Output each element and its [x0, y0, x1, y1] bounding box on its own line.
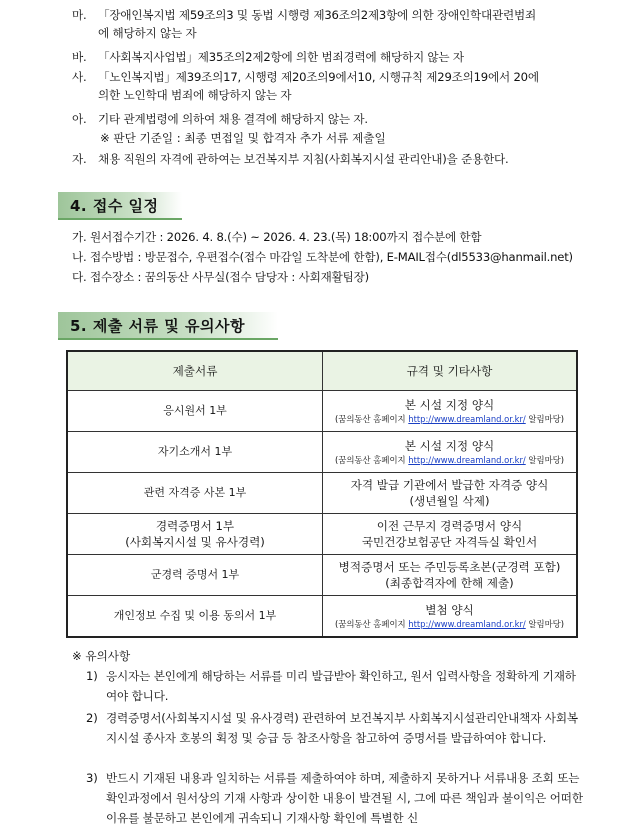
criteria-note: ※ 판단 기준일 : 최종 면접일 및 합격자 추가 서류 제출일 [100, 131, 386, 145]
list-marker: 자. [72, 152, 87, 166]
schedule-period: 가. 원서접수기간 : 2026. 4. 8.(수) ~ 2026. 4. 23.(목) 18:00까지 접수분에 한함 [72, 230, 482, 244]
table-header: 제출서류 [67, 351, 323, 391]
doc-text: 경력증명서 1부 [155, 519, 235, 533]
list-text: 에 해당하지 않는 자 [98, 26, 197, 40]
list-item-ba [72, 48, 592, 66]
list-text: 기타 관계법령에 의하여 채용 결격에 해당하지 않는 자. [98, 112, 368, 126]
spec-cell [323, 514, 578, 555]
list-item-a [72, 110, 592, 128]
list-item-sa [72, 68, 592, 104]
homepage-note [327, 454, 572, 467]
spec-text: 이전 근무지 경력증명서 양식 [376, 519, 523, 533]
list-text: 의한 노인학대 범죄에 해당하지 않는 자 [98, 88, 292, 102]
table-row [67, 391, 577, 432]
spec-cell [323, 391, 578, 432]
doc-text-2: (사회복지시설 및 유사경력) [125, 535, 265, 549]
list-text: 「사회복지사업법」제35조의2제2항에 의한 범죄경력에 해당하지 않는 자 [98, 50, 464, 64]
doc-cell [67, 514, 323, 555]
note-suffix: 알림마당) [525, 454, 565, 465]
table-row [67, 432, 577, 473]
note-item [86, 708, 586, 748]
homepage-note [327, 413, 572, 426]
doc-cell: 개인정보 수집 및 이용 동의서 1부 [67, 596, 323, 638]
doc-cell: 자기소개서 1부 [67, 432, 323, 473]
table-row [67, 514, 577, 555]
note-text: 경력증명서(사회복지시설 및 유사경력) 관련하여 보건복지부 사회복지시설관리안내책자 사회복지시설 종사자 호봉의 획정 및 승급 등 참조사항을 참고하여 증명서를 발급하여야 합니다. [106, 711, 578, 745]
note-text: 응시자는 본인에게 해당하는 서류를 미리 발급받아 확인하고, 원서 입력사항을 정확하게 기재하여야 합니다. [106, 669, 576, 703]
list-marker: 바. [72, 50, 87, 64]
note-item [86, 666, 586, 706]
list-marker: 아. [72, 112, 87, 126]
note-number: 3) [86, 771, 98, 785]
spec-text-2: (생년월일 삭제) [409, 494, 490, 508]
list-marker: 마. [72, 8, 87, 22]
table-header-row [67, 351, 577, 391]
list-text: 「장애인복지법 제59조의3 및 동법 시행령 제36조의2제3항에 의한 장애인학대관련범죄 [98, 8, 537, 22]
spec-text: 자격 발급 기관에서 발급한 자격증 양식 [350, 478, 549, 492]
spec-text: 별첨 양식 [425, 602, 474, 617]
doc-cell: 군경력 증명서 1부 [67, 555, 323, 596]
note-item [86, 768, 586, 828]
spec-text: 본 시설 지정 양식 [404, 438, 495, 453]
doc-cell: 관련 자격증 사본 1부 [67, 473, 323, 514]
list-item-ma [72, 6, 592, 42]
spec-cell [323, 596, 578, 638]
spec-text-2: (최종합격자에 한해 제출) [385, 576, 514, 590]
schedule-place: 다. 접수장소 : 꿈의동산 사무실(접수 담당자 : 사회재활팀장) [72, 270, 369, 284]
note-suffix: 알림마당) [525, 413, 565, 424]
list-item-ja [72, 150, 592, 168]
homepage-link[interactable]: http://www.dreamland.or.kr/ [408, 454, 526, 465]
section-heading-5: 5. 제출 서류 및 유의사항 [58, 312, 278, 340]
note-number: 1) [86, 669, 98, 683]
spec-text-2: 국민건강보험공단 자격득실 확인서 [361, 535, 538, 549]
schedule-method: 나. 접수방법 : 방문접수, 우편접수(접수 마감일 도착분에 한함), E-MAIL접수(dl5533@hanmail.net) [72, 250, 573, 264]
documents-table [66, 350, 578, 638]
spec-text: 병적증명서 또는 주민등록초본(군경력 포함) [338, 560, 561, 574]
homepage-link[interactable]: http://www.dreamland.or.kr/ [408, 413, 526, 424]
note-prefix: (꿈의동산 홈페이지 [334, 413, 409, 424]
note-prefix: (꿈의동산 홈페이지 [334, 618, 409, 629]
homepage-link[interactable]: http://www.dreamland.or.kr/ [408, 618, 526, 629]
table-row [67, 473, 577, 514]
spec-text: 본 시설 지정 양식 [404, 397, 495, 412]
table-header: 규격 및 기타사항 [323, 351, 578, 391]
list-text: 「노인복지법」제39조의17, 시행령 제20조의9에서10, 시행규칙 제29조의19에서 20에 [98, 70, 539, 84]
list-text: 채용 직원의 자격에 관하여는 보건복지부 지침(사회복지시설 관리안내)을 준용한다. [98, 152, 509, 166]
note-suffix: 알림마당) [525, 618, 565, 629]
spec-cell [323, 473, 578, 514]
homepage-note [327, 618, 572, 631]
note-number: 2) [86, 711, 98, 725]
note-text: 반드시 기재된 내용과 일치하는 서류를 제출하여야 하며, 제출하지 못하거나 서류내용 조회 또는 확인과정에서 원서상의 기재 사항과 상이한 내용이 발견될 시, 그에 따른 책임과 불이익은 어떠한 이유를 불문하고 본인에게 귀속되니 기재사항 확인에 특별한 신 [106, 771, 583, 825]
spec-cell [323, 432, 578, 473]
note-prefix: (꿈의동산 홈페이지 [334, 454, 409, 465]
table-row [67, 596, 577, 638]
doc-cell: 응시원서 1부 [67, 391, 323, 432]
section-heading-4: 4. 접수 일정 [58, 192, 182, 220]
list-marker: 사. [72, 70, 87, 84]
spec-cell [323, 555, 578, 596]
table-row [67, 555, 577, 596]
notes-title: ※ 유의사항 [72, 649, 131, 663]
